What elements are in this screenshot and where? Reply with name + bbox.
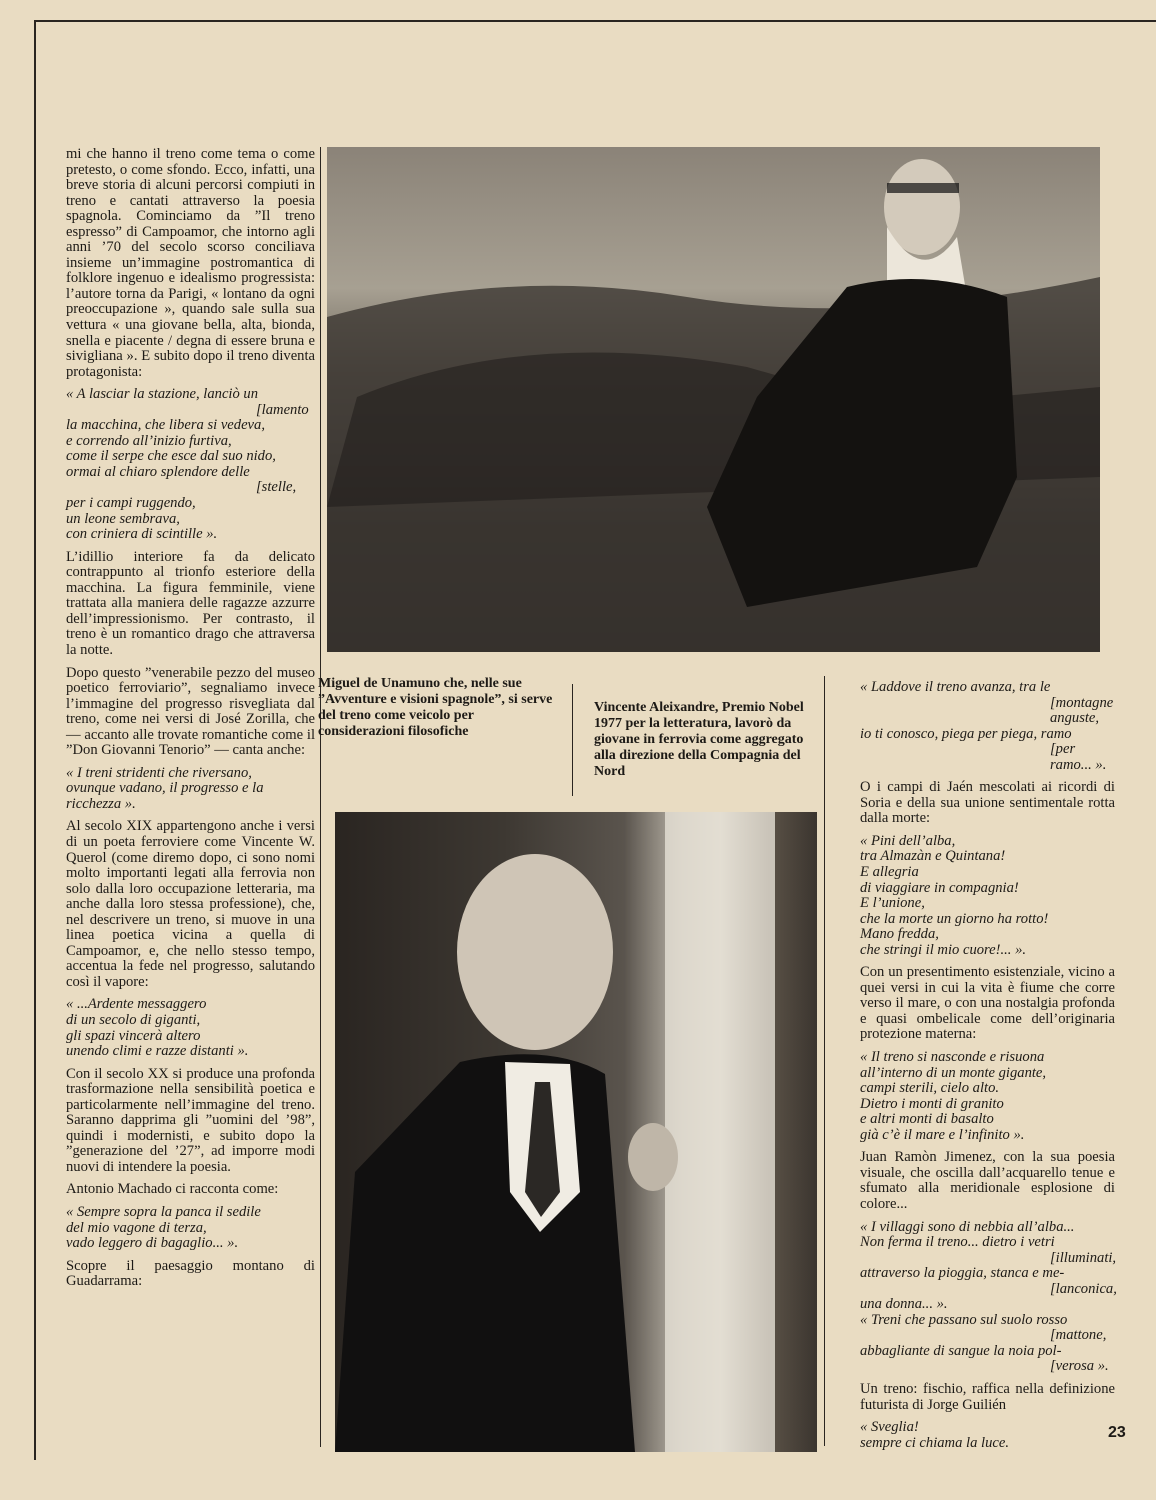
- caption-aleixandre: Vincente Aleixandre, Premio Nobel 1977 per la letteratura, lavorò da giovane in ferrovia come aggregato alla direzione della Compagnia del Nord: [594, 700, 804, 779]
- caption-unamuno: Miguel de Unamuno che, nelle sue ”Avventure e visioni spagnole”, si serve del treno come veicolo per considerazioni filosofiche: [318, 676, 553, 739]
- photo-aleixandre: [335, 812, 817, 1452]
- paragraph: Un treno: fischio, raffica nella definizione futurista di Jorge Guilién: [860, 1380, 1115, 1413]
- verse-line: E allegria: [860, 864, 919, 881]
- paragraph: L’idillio interiore fa da delicato contrappunto al trionfo esteriore della macchina. La figura femminile, viene trattata alla maniera delle ragazze azzurre dell’impressionismo. Per contrasto, il treno è un romantico drago che attraversa la notte.: [66, 548, 315, 658]
- verse-line: una donna... ».: [860, 1296, 948, 1313]
- verse-block: [66, 1205, 315, 1252]
- paragraph: Scopre il paesaggio montano di Guadarrama:: [66, 1257, 315, 1290]
- caption-divider: [572, 684, 573, 796]
- verse-line: che stringi il mio cuore!... ».: [860, 941, 1027, 958]
- paragraph: Juan Ramòn Jimenez, con la sua poesia visuale, che oscilla dall’acquarello tenue e sfumato alla meridionale esplosione di colore...: [860, 1149, 1115, 1212]
- verse-line: [per ramo... ».: [1050, 741, 1107, 773]
- verse-line: « Sempre sopra la panca il sedile: [66, 1204, 261, 1220]
- verse-block: [66, 997, 315, 1059]
- verse-line: [montagne anguste,: [1050, 694, 1114, 727]
- verse-line: « I treni stridenti che riversano,: [66, 764, 252, 781]
- verse-line: Mano fredda,: [860, 926, 939, 943]
- verse-line: E l’unione,: [860, 895, 925, 912]
- verse-block: [860, 834, 1115, 958]
- verse-line: [mattone,: [1050, 1327, 1107, 1344]
- left-text-column: [66, 147, 315, 1297]
- verse-line: sempre ci chiama la luce.: [860, 1434, 1010, 1451]
- verse-block: [66, 766, 315, 813]
- paragraph: mi che hanno il treno come tema o come pretesto, o come sfondo. Ecco, infatti, una breve storia di alcuni percorsi compiuti in treno e cantati attraverso la poesia spagnola. Cominciamo da ”Il treno espresso” di Campoamor, che intorno agli anni ’70 del secolo scorso conciliava insieme un’immagine postromantica di folklore ingenuo e idealismo progressista: l’autore torna da Parigi, « lontano da ogni preoccupazione », quando sale sulla sua vettura « una giovane bella, alta, bionda, snella e piacente / degna di essere bruna e sivigliana ». E subito dopo il treno diventa protagonista:: [66, 146, 315, 380]
- verse-block: [860, 680, 1115, 773]
- verse-line: e correndo all’inizio furtiva,: [66, 432, 232, 449]
- page-number: 23: [1108, 1424, 1126, 1441]
- verse-line: [lamento: [256, 401, 309, 418]
- right-text-column: [860, 680, 1115, 1458]
- column-divider: [824, 676, 825, 1446]
- verse-block: [66, 387, 315, 542]
- column-divider: [320, 147, 321, 1447]
- verse-line: « Treni che passano sul suolo rosso: [860, 1311, 1068, 1328]
- verse-line: « I villaggi sono di nebbia all’alba...: [860, 1218, 1075, 1235]
- verse-line: [illuminati,: [1050, 1249, 1117, 1266]
- paragraph: Antonio Machado ci racconta come:: [66, 1181, 279, 1198]
- verse-line: [verosa ».: [1050, 1358, 1109, 1375]
- verse-line: campi sterili, cielo alto.: [860, 1080, 1000, 1097]
- verse-line: ormai al chiaro splendore delle: [66, 463, 250, 480]
- verse-line: per i campi ruggendo,: [66, 495, 196, 512]
- verse-line: « Pini dell’alba,: [860, 832, 956, 849]
- left-border-rule: [34, 20, 36, 1460]
- paragraph: Con un presentimento esistenziale, vicino a quei versi in cui la vita è fiume che corre verso il mare, o con una nostalgia profonda e quasi ombelicale come dell’originaria protezione materna:: [860, 964, 1115, 1043]
- photo-unamuno: [327, 147, 1100, 652]
- verse-line: attraverso la pioggia, stanca e me-: [860, 1265, 1065, 1282]
- verse-block: [860, 1050, 1115, 1143]
- photo-aleixandre-drawing: [335, 812, 817, 1452]
- verse-line: « A lasciar la stazione, lanciò un: [66, 386, 259, 403]
- verse-line: con criniera di scintille ».: [66, 526, 218, 543]
- verse-line: di viaggiare in compagnia!: [860, 879, 1019, 896]
- verse-line: abbagliante di sangue la noia pol-: [860, 1342, 1062, 1359]
- verse-line: Non ferma il treno... dietro i vetri: [860, 1234, 1055, 1251]
- photo-unamuno-drawing: [327, 147, 1100, 652]
- verse-line: ricchezza ».: [66, 795, 136, 812]
- verse-line: « Laddove il treno avanza, tra le: [860, 679, 1051, 695]
- verse-line: [lanconica,: [1050, 1280, 1117, 1297]
- verse-line: vado leggero di bagaglio... ».: [66, 1235, 239, 1252]
- verse-line: all’interno di un monte gigante,: [860, 1064, 1047, 1081]
- verse-line: la macchina, che libera si vedeva,: [66, 417, 265, 434]
- paragraph: Dopo questo ”venerabile pezzo del museo poetico ferroviario”, segnaliamo invece l’immagine del progresso risvegliata dal treno, come nei versi di José Zorilla, che — accanto alle trovate romantiche come il ”Don Giovanni Tenorio” — canta anche:: [66, 664, 315, 759]
- verse-line: già c’è il mare e l’infinito ».: [860, 1126, 1025, 1143]
- verse-line: unendo climi e razze distanti ».: [66, 1043, 249, 1060]
- verse-line: ovunque vadano, il progresso e la: [66, 780, 264, 797]
- paragraph: Con il secolo XX si produce una profonda trasformazione nella sensibilità poetica e particolarmente nell’immagine del treno. Saranno dapprima gli ”uomini del ’98”, quindi i modernisti, e subito dopo la ”generazione del ’27”, ad imporre modi nuovi di intendere la poesia.: [66, 1065, 315, 1175]
- verse-line: che la morte un giorno ha rotto!: [860, 910, 1049, 927]
- verse-line: « ...Ardente messaggero: [66, 996, 207, 1013]
- top-border-rule: [34, 20, 1156, 22]
- verse-block: [860, 1420, 1115, 1451]
- verse-line: del mio vagone di terza,: [66, 1219, 207, 1236]
- verse-line: Dietro i monti di granito: [860, 1095, 1004, 1112]
- verse-line: un leone sembrava,: [66, 510, 180, 527]
- verse-line: [stelle,: [256, 479, 297, 496]
- paragraph: Al secolo XIX appartengono anche i versi di un poeta ferroviere come Vincente W. Querol (come diremo dopo, ci sono nomi molto importanti legati alla ferrovia non solo dalla loro occupazione letteraria, ma anche dalla loro stessa professione), che, nel descrivere un treno, si muove in una linea poetica vicina a quella di Campoamor, e, che nello stesso tempo, accentua la fede nel progresso, salutando così il vapore:: [66, 818, 315, 990]
- verse-line: tra Almazàn e Quintana!: [860, 848, 1006, 865]
- paragraph: O i campi di Jaén mescolati ai ricordi di Soria e della sua unione sentimentale rotta dalla morte:: [860, 779, 1115, 827]
- verse-line: come il serpe che esce dal suo nido,: [66, 448, 276, 465]
- verse-line: « Il treno si nasconde e risuona: [860, 1049, 1045, 1066]
- verse-line: gli spazi vincerà altero: [66, 1027, 201, 1044]
- verse-line: e altri monti di basalto: [860, 1111, 994, 1128]
- verse-line: io ti conosco, piega per piega, ramo: [860, 725, 1072, 742]
- verse-line: « Sveglia!: [860, 1419, 919, 1436]
- verse-block: [860, 1220, 1115, 1375]
- verse-line: di un secolo di giganti,: [66, 1011, 201, 1028]
